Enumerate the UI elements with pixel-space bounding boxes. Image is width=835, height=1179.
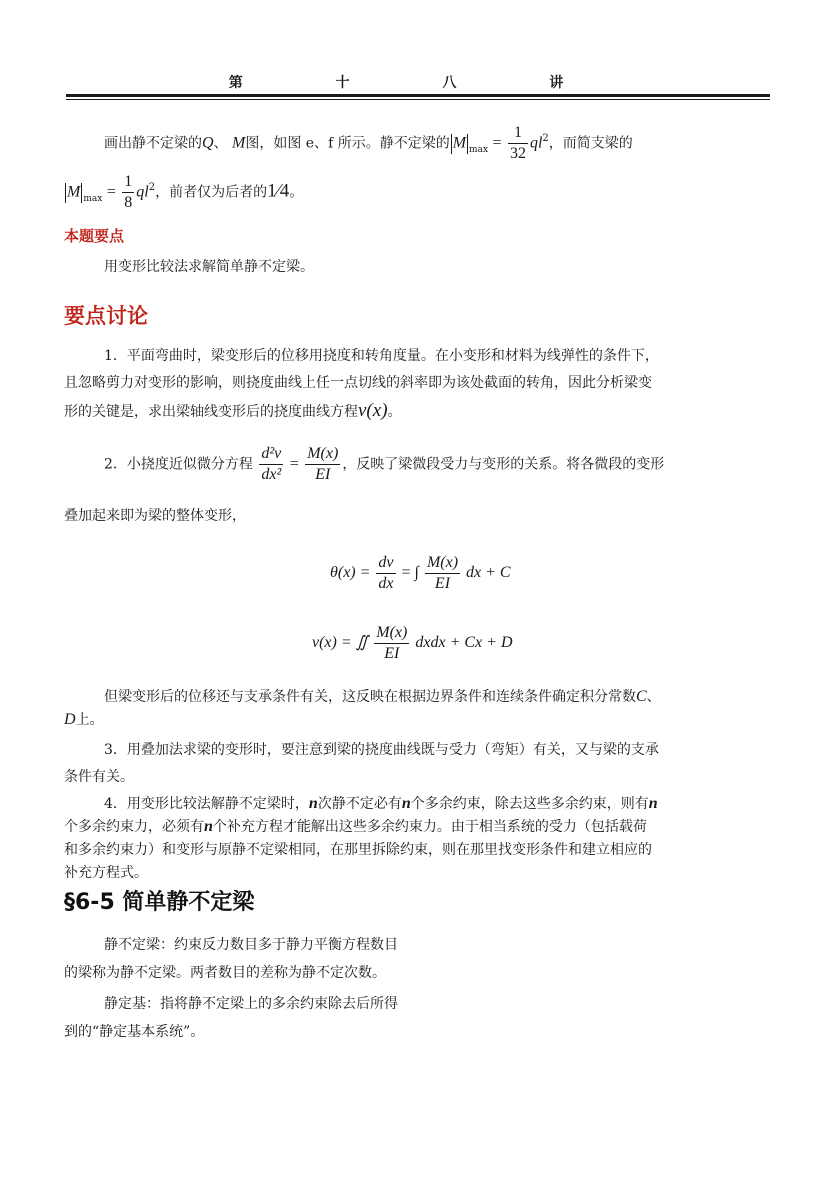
item1-line1: 1．平面弯曲时，梁变形后的位移用挠度和转角度量。在小变形和材料为线弹性的条件下， <box>104 348 659 364</box>
after-eq-line2 <box>64 709 104 731</box>
exponent: 2 <box>542 132 549 144</box>
var-n: n <box>648 795 658 812</box>
text: 但梁变形后的位移还与支承条件有关，这反映在根据边界条件和连续条件确定积分常数 <box>104 689 636 705</box>
denominator: dx² <box>261 466 282 483</box>
eq-sign: = <box>106 183 116 201</box>
var-M: M <box>67 183 81 201</box>
numerator: 1 <box>508 123 528 144</box>
text: 个补充方程才能解出这些多余约束力。由于相当系统的受力（包括载荷 <box>212 819 647 835</box>
discussion-heading: 要点讨论 <box>64 304 148 328</box>
text: 2．小挠度近似微分方程 <box>104 456 253 473</box>
text: 画出静不定梁的 <box>104 135 202 152</box>
item2-line1: 2．小挠度近似微分方程 $\frac{\text{d²v}}{\text{dx²}}$ = $\frac{M(x)}{EI}$ ，反映了梁微段受力与变形的关系。将各微段的变形 <box>104 445 665 483</box>
equation-theta <box>330 553 511 594</box>
abs-bar <box>65 183 66 203</box>
page-header-title: 第 十 八 讲 <box>228 75 608 91</box>
numerator: 1 <box>122 172 134 193</box>
abs-bar <box>467 134 468 154</box>
var-ql: ql <box>529 134 543 152</box>
item3-line1: 3．用叠加法求梁的变形时，要注意到梁的挠度曲线既与受力（弯矩）有关，又与梁的支承 <box>104 742 659 758</box>
text: 图，如图 e、f 所示。静不定梁的 <box>245 135 450 152</box>
p1-line1 <box>104 123 633 164</box>
var-n: n <box>308 795 318 812</box>
numerator: dv <box>376 553 395 574</box>
item4-line3: 和多余约束力）和变形与原静不定梁相同，在那里拆除约束，则在那里找变形条件和建立相应的 <box>64 842 652 858</box>
eq-lhs: θ(x) = <box>330 564 371 582</box>
integral-sign: = ∫ <box>401 564 419 582</box>
text: 上。 <box>75 712 104 728</box>
fraction-Mx-EI <box>425 553 460 594</box>
fraction-Mx-EI <box>374 623 409 664</box>
eq-rhs: dx + C <box>466 564 511 582</box>
eq-rhs: dxdx + Cx + D <box>415 634 513 652</box>
text: 。 <box>289 184 304 201</box>
text: ，前者仅为后者的 <box>155 184 268 201</box>
keypoint-text: 用变形比较法求解简单静不定梁。 <box>104 259 314 275</box>
text: 4．用变形比较法解静不定梁时， <box>104 796 309 812</box>
denominator: EI <box>315 466 331 483</box>
denominator: EI <box>384 645 400 662</box>
var-C: C <box>636 688 647 705</box>
abs-bar <box>451 134 452 154</box>
item3-line2: 条件有关。 <box>64 769 134 785</box>
fraction-1-32 <box>508 123 528 164</box>
denominator: 32 <box>509 145 526 162</box>
text: 、 <box>213 135 228 152</box>
eq-sign: = <box>492 134 502 152</box>
denominator: 8 <box>124 194 133 211</box>
item4-line4: 补充方程式。 <box>64 865 148 881</box>
text: 次静不定必有 <box>317 796 402 812</box>
fraction-Mx-EI <box>305 444 340 485</box>
fraction-d2v-dx2 <box>259 444 283 485</box>
p1-line2 <box>64 172 303 213</box>
numerator: M(x) <box>425 553 460 574</box>
var-D: D <box>64 711 76 728</box>
text: ，反映了梁微段受力与变形的关系。将各微段的变形 <box>342 456 665 473</box>
fraction-1-8 <box>122 172 134 213</box>
max-sub: max <box>469 144 489 155</box>
def2-line2: 到的“静定基本系统”。 <box>64 1024 205 1040</box>
text: 。 <box>387 404 402 420</box>
item4-line1 <box>104 793 658 815</box>
item2-line2: 叠加起来即为梁的整体变形， <box>64 508 246 524</box>
def1-line1: 静不定梁：约束反力数目多于静力平衡方程数目 <box>104 937 398 953</box>
section-heading: §6-5 简单静不定梁 <box>64 890 255 915</box>
var-n: n <box>401 795 411 812</box>
max-sub: max <box>83 193 103 204</box>
def1-line2: 的梁称为静不定梁。两者数目的差称为静不定次数。 <box>64 965 386 981</box>
header-rule-thin <box>66 99 770 100</box>
header-rule-thick <box>66 94 770 97</box>
var-M: M <box>452 134 467 152</box>
equation-v <box>312 623 513 664</box>
denominator: EI <box>434 575 451 592</box>
item4-line2 <box>64 816 647 838</box>
exponent: 2 <box>148 181 156 193</box>
numerator: d²v <box>259 444 283 465</box>
item1-line2: 且忽略剪力对变形的影响，则挠度曲线上任一点切线的斜率即为该处截面的转角，因此分析梁变 <box>64 375 652 391</box>
item1-line3 <box>64 400 402 423</box>
keypoint-heading: 本题要点 <box>64 227 125 245</box>
var-n: n <box>204 818 213 835</box>
var-ql: ql <box>136 183 149 201</box>
fraction-quarter: 1⁄4 <box>267 180 290 202</box>
text: 个多余约束力，必须有 <box>64 819 204 835</box>
text: ，而简支梁的 <box>548 135 633 152</box>
eq-lhs: v(x) = ∬ <box>312 634 369 652</box>
var-M: M <box>232 134 246 152</box>
after-eq-line1 <box>104 686 661 708</box>
text: 、 <box>646 689 661 705</box>
text: 形的关键是，求出梁轴线变形后的挠度曲线方程 <box>64 404 358 420</box>
numerator: M(x) <box>374 623 409 644</box>
text: 个多余约束，除去这些多余约束，则有 <box>410 796 649 812</box>
def2-line1: 静定基：指将静不定梁上的多余约束除去后所得 <box>104 996 398 1012</box>
formula-vx: v(x) <box>358 400 388 421</box>
denominator: dx <box>378 575 394 592</box>
var-Q: Q <box>202 134 214 152</box>
numerator: M(x) <box>305 444 340 465</box>
fraction-dv-dx <box>376 553 395 594</box>
